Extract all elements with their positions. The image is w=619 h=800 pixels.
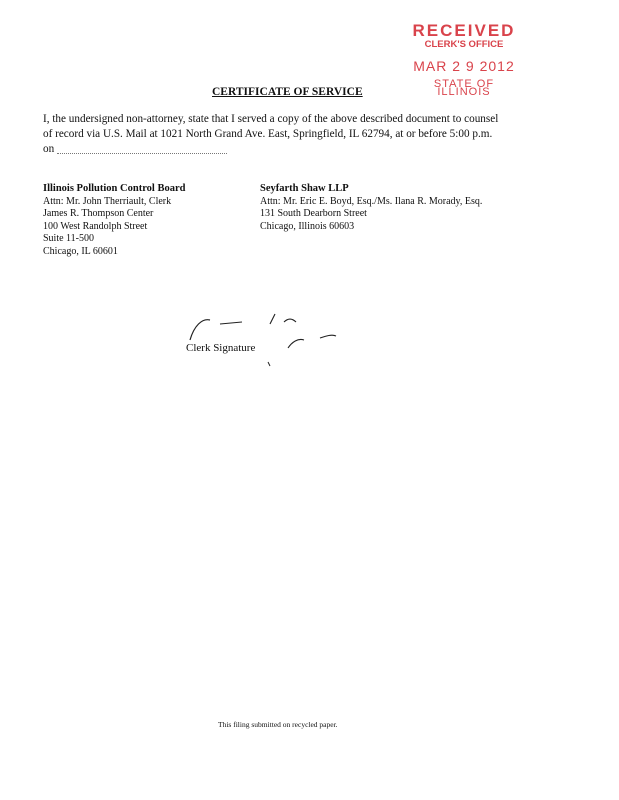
recipient-name: Illinois Pollution Control Board bbox=[43, 183, 186, 194]
stamp-date-text: MAR 2 9 2012 bbox=[413, 58, 515, 74]
statement-line-1: I, the undersigned non-attorney, state that I served a copy of the above described document to counsel bbox=[43, 113, 499, 125]
address-line: Chicago, Illinois 60603 bbox=[260, 220, 355, 232]
statement-line-3 bbox=[43, 142, 563, 157]
address-line: Attn: Mr. Eric E. Boyd, Esq./Ms. Ilana R. Morady, Esq. bbox=[260, 195, 483, 207]
stamp-state-text: STATE OF ILLINOIS bbox=[433, 78, 495, 98]
address-line: Attn: Mr. John Therriault, Clerk bbox=[43, 195, 172, 207]
recipient-block-seyfarth bbox=[260, 183, 482, 233]
handwritten-date-mark bbox=[57, 153, 227, 154]
address-line: 100 West Randolph Street bbox=[43, 220, 148, 232]
signature-label: Clerk Signature bbox=[186, 342, 256, 354]
certificate-title: CERTIFICATE OF SERVICE bbox=[212, 86, 363, 98]
stamp-received-text: RECEIVED bbox=[412, 21, 516, 40]
address-line: Suite 11-500 bbox=[43, 233, 95, 244]
recycled-paper-note: This filing submitted on recycled paper. bbox=[218, 720, 338, 729]
address-line: James R. Thompson Center bbox=[43, 208, 154, 219]
stamp-office-text: CLERK'S OFFICE bbox=[424, 39, 504, 50]
certificate-statement bbox=[43, 112, 563, 157]
statement-line-2: of record via U.S. Mail at 1021 North Grand Ave. East, Springfield, IL 62794, at or before 5:00 p.m. bbox=[43, 128, 493, 140]
received-stamp bbox=[408, 21, 520, 98]
signature-area bbox=[180, 308, 380, 378]
address-line: Chicago, IL 60601 bbox=[43, 245, 118, 257]
statement-on-prefix: on bbox=[43, 143, 55, 155]
address-line: 131 South Dearborn Street bbox=[260, 208, 367, 219]
recipient-name: Seyfarth Shaw LLP bbox=[260, 183, 349, 194]
recipient-block-pcb bbox=[43, 183, 185, 258]
